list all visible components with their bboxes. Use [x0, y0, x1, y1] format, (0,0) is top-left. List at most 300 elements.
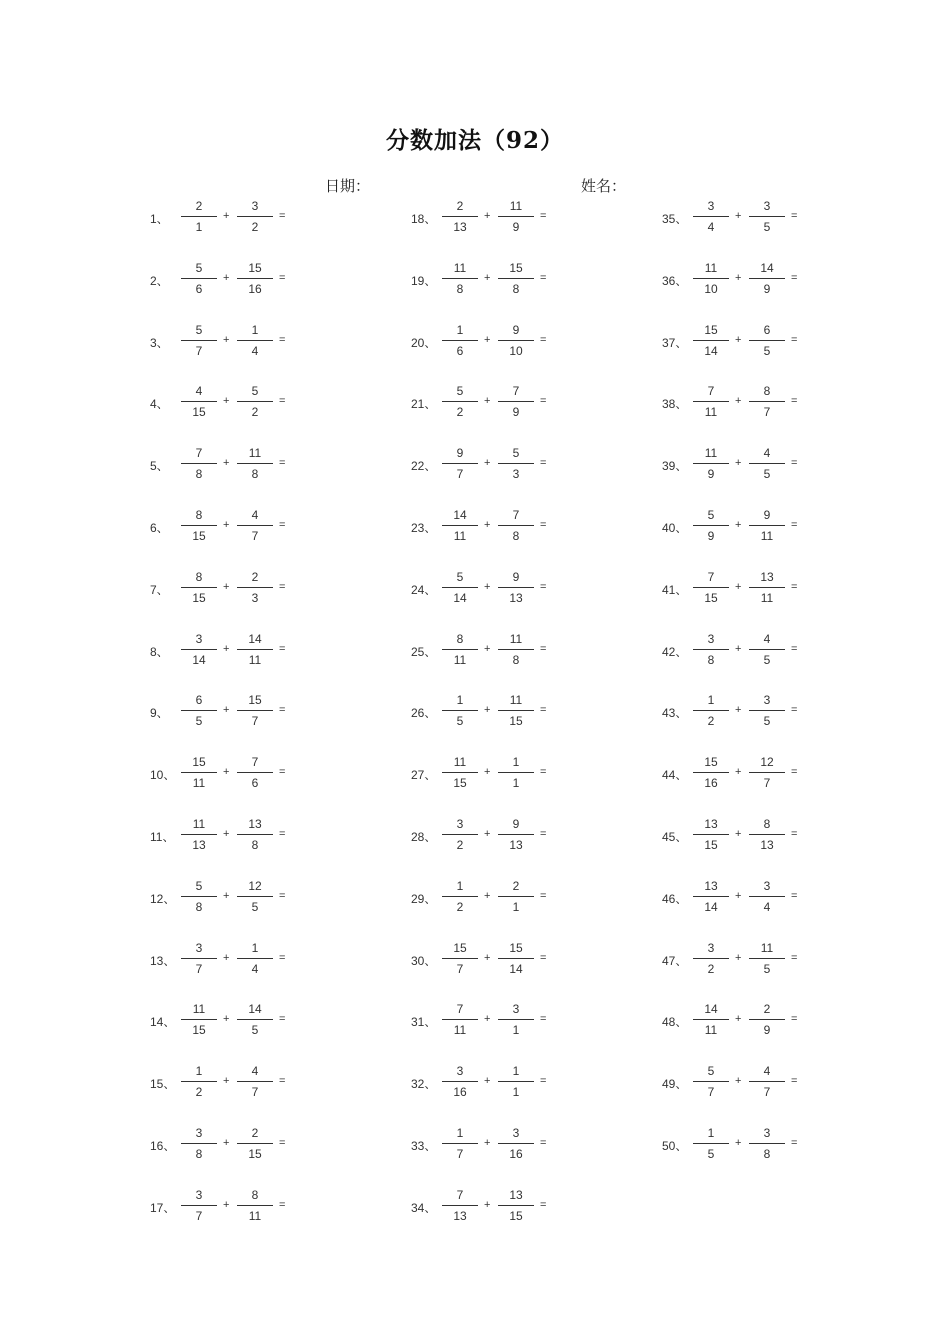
problem-number: 47、 — [662, 954, 688, 968]
equals-sign: = — [791, 704, 798, 716]
denominator: 6 — [456, 344, 464, 358]
denominator: 13 — [453, 220, 467, 234]
fraction-bar — [749, 710, 785, 711]
equals-sign: = — [791, 890, 798, 902]
problem-number: 25、 — [411, 645, 437, 659]
plus-sign: + — [484, 1137, 491, 1149]
denominator: 14 — [192, 653, 206, 667]
denominator: 15 — [509, 714, 523, 728]
equals-sign: = — [540, 334, 547, 346]
fraction-bar — [442, 1081, 478, 1082]
fraction-bar — [181, 772, 217, 773]
equals-sign: = — [791, 1137, 798, 1149]
second-fraction — [237, 445, 273, 483]
numerator: 7 — [512, 508, 520, 522]
denominator: 9 — [763, 1023, 771, 1037]
problem-item — [150, 445, 330, 485]
plus-sign: + — [735, 704, 742, 716]
first-fraction — [693, 445, 729, 483]
numerator: 15 — [248, 693, 262, 707]
first-fraction — [181, 692, 217, 730]
fraction-bar — [442, 525, 478, 526]
denominator: 11 — [453, 529, 467, 543]
first-fraction — [181, 878, 217, 916]
numerator: 6 — [195, 693, 203, 707]
second-fraction — [237, 631, 273, 669]
second-fraction — [749, 569, 785, 607]
denominator: 4 — [763, 900, 771, 914]
second-fraction — [498, 816, 534, 854]
problem-number: 14、 — [150, 1015, 176, 1029]
problem-item — [662, 1001, 842, 1041]
equals-sign: = — [791, 952, 798, 964]
problem-number: 6、 — [150, 521, 169, 535]
denominator: 2 — [707, 714, 715, 728]
first-fraction — [442, 569, 478, 607]
denominator: 2 — [251, 220, 259, 234]
fraction-bar — [237, 772, 273, 773]
fraction-bar — [237, 1081, 273, 1082]
equals-sign: = — [540, 272, 547, 284]
fraction-bar — [442, 710, 478, 711]
equals-sign: = — [279, 334, 286, 346]
first-fraction — [181, 260, 217, 298]
plus-sign: + — [223, 210, 230, 222]
denominator: 11 — [248, 1209, 262, 1223]
equals-sign: = — [791, 828, 798, 840]
denominator: 15 — [248, 1147, 262, 1161]
denominator: 13 — [509, 591, 523, 605]
fraction-bar — [693, 401, 729, 402]
plus-sign: + — [223, 766, 230, 778]
numerator: 1 — [251, 941, 259, 955]
fraction-bar — [442, 958, 478, 959]
second-fraction — [237, 260, 273, 298]
numerator: 3 — [456, 817, 464, 831]
fraction-bar — [498, 1205, 534, 1206]
denominator: 14 — [453, 591, 467, 605]
fraction-bar — [749, 525, 785, 526]
numerator: 5 — [707, 1064, 715, 1078]
first-fraction — [693, 692, 729, 730]
second-fraction — [498, 631, 534, 669]
numerator: 11 — [453, 755, 467, 769]
second-fraction — [498, 1063, 534, 1101]
fraction-bar — [498, 1019, 534, 1020]
fraction-bar — [693, 772, 729, 773]
problem-item — [150, 1187, 330, 1227]
numerator: 15 — [704, 755, 718, 769]
first-fraction — [693, 322, 729, 360]
numerator: 2 — [456, 199, 464, 213]
fraction-bar — [749, 834, 785, 835]
first-fraction — [442, 1187, 478, 1225]
problem-number: 35、 — [662, 212, 688, 226]
equals-sign: = — [791, 457, 798, 469]
denominator: 16 — [453, 1085, 467, 1099]
plus-sign: + — [735, 519, 742, 531]
problem-number: 21、 — [411, 397, 437, 411]
fraction-bar — [237, 278, 273, 279]
denominator: 7 — [456, 1147, 464, 1161]
fraction-bar — [442, 401, 478, 402]
fraction-bar — [181, 896, 217, 897]
fraction-bar — [498, 710, 534, 711]
equals-sign: = — [540, 457, 547, 469]
second-fraction — [498, 569, 534, 607]
problem-number: 28、 — [411, 830, 437, 844]
fraction-bar — [498, 587, 534, 588]
numerator: 1 — [456, 693, 464, 707]
second-fraction — [498, 445, 534, 483]
numerator: 7 — [707, 570, 715, 584]
problem-number: 40、 — [662, 521, 688, 535]
fraction-bar — [442, 896, 478, 897]
numerator: 13 — [704, 879, 718, 893]
denominator: 11 — [760, 591, 774, 605]
plus-sign: + — [223, 581, 230, 593]
first-fraction — [181, 1063, 217, 1101]
second-fraction — [749, 322, 785, 360]
problem-number: 29、 — [411, 892, 437, 906]
problem-number: 5、 — [150, 459, 169, 473]
numerator: 5 — [512, 446, 520, 460]
equals-sign: = — [279, 1013, 286, 1025]
numerator: 9 — [763, 508, 771, 522]
second-fraction — [498, 260, 534, 298]
second-fraction — [749, 1063, 785, 1101]
denominator: 7 — [763, 776, 771, 790]
problem-item — [662, 322, 842, 362]
plus-sign: + — [735, 1137, 742, 1149]
denominator: 8 — [512, 529, 520, 543]
equals-sign: = — [279, 766, 286, 778]
equals-sign: = — [540, 1013, 547, 1025]
plus-sign: + — [735, 643, 742, 655]
fraction-bar — [498, 463, 534, 464]
fraction-bar — [693, 958, 729, 959]
denominator: 4 — [707, 220, 715, 234]
fraction-bar — [749, 216, 785, 217]
second-fraction — [237, 1187, 273, 1225]
problem-number: 4、 — [150, 397, 169, 411]
numerator: 3 — [763, 879, 771, 893]
plus-sign: + — [735, 1013, 742, 1025]
numerator: 1 — [512, 755, 520, 769]
plus-sign: + — [484, 643, 491, 655]
problem-number: 2、 — [150, 274, 169, 288]
equals-sign: = — [279, 828, 286, 840]
problem-item — [662, 383, 842, 423]
numerator: 8 — [763, 817, 771, 831]
equals-sign: = — [540, 1075, 547, 1087]
problem-item — [662, 198, 842, 238]
numerator: 2 — [763, 1002, 771, 1016]
numerator: 11 — [248, 446, 262, 460]
first-fraction — [181, 1125, 217, 1163]
problem-number: 34、 — [411, 1201, 437, 1215]
second-fraction — [498, 940, 534, 978]
fraction-bar — [442, 340, 478, 341]
fraction-bar — [749, 958, 785, 959]
first-fraction — [442, 940, 478, 978]
denominator: 8 — [195, 900, 203, 914]
problem-number: 13、 — [150, 954, 176, 968]
denominator: 2 — [456, 838, 464, 852]
denominator: 2 — [707, 962, 715, 976]
equals-sign: = — [791, 272, 798, 284]
numerator: 14 — [453, 508, 467, 522]
fraction-bar — [693, 340, 729, 341]
fraction-bar — [181, 1019, 217, 1020]
numerator: 4 — [251, 508, 259, 522]
second-fraction — [749, 692, 785, 730]
denominator: 7 — [195, 1209, 203, 1223]
fraction-bar — [498, 1081, 534, 1082]
second-fraction — [237, 878, 273, 916]
denominator: 2 — [456, 900, 464, 914]
denominator: 1 — [195, 220, 203, 234]
problem-item — [411, 878, 591, 918]
first-fraction — [442, 507, 478, 545]
problem-number: 22、 — [411, 459, 437, 473]
denominator: 15 — [192, 529, 206, 543]
fraction-bar — [498, 340, 534, 341]
numerator: 7 — [512, 384, 520, 398]
fraction-bar — [181, 834, 217, 835]
numerator: 15 — [192, 755, 206, 769]
denominator: 13 — [509, 838, 523, 852]
denominator: 5 — [251, 900, 259, 914]
first-fraction — [181, 816, 217, 854]
denominator: 2 — [195, 1085, 203, 1099]
problem-item — [411, 1187, 591, 1227]
fraction-bar — [498, 834, 534, 835]
second-fraction — [237, 692, 273, 730]
first-fraction — [442, 260, 478, 298]
fraction-bar — [237, 1019, 273, 1020]
fraction-bar — [237, 1143, 273, 1144]
denominator: 14 — [509, 962, 523, 976]
first-fraction — [442, 383, 478, 421]
first-fraction — [693, 940, 729, 978]
problem-number: 50、 — [662, 1139, 688, 1153]
problem-number: 23、 — [411, 521, 437, 535]
denominator: 7 — [707, 1085, 715, 1099]
problem-item — [150, 754, 330, 794]
fraction-bar — [498, 896, 534, 897]
numerator: 12 — [248, 879, 262, 893]
equals-sign: = — [540, 704, 547, 716]
problem-item — [411, 1063, 591, 1103]
problem-number: 1、 — [150, 212, 169, 226]
second-fraction — [498, 198, 534, 236]
numerator: 9 — [512, 817, 520, 831]
fraction-bar — [237, 525, 273, 526]
numerator: 3 — [763, 1126, 771, 1140]
plus-sign: + — [223, 1199, 230, 1211]
numerator: 13 — [704, 817, 718, 831]
denominator: 11 — [248, 653, 262, 667]
denominator: 6 — [251, 776, 259, 790]
fraction-bar — [749, 463, 785, 464]
numerator: 11 — [509, 199, 523, 213]
first-fraction — [693, 198, 729, 236]
equals-sign: = — [540, 766, 547, 778]
first-fraction — [442, 1125, 478, 1163]
numerator: 1 — [512, 1064, 520, 1078]
second-fraction — [749, 1125, 785, 1163]
first-fraction — [442, 1001, 478, 1039]
fraction-bar — [442, 1143, 478, 1144]
first-fraction — [181, 383, 217, 421]
numerator: 2 — [512, 879, 520, 893]
fraction-bar — [693, 896, 729, 897]
numerator: 12 — [760, 755, 774, 769]
equals-sign: = — [791, 766, 798, 778]
problem-item — [411, 631, 591, 671]
fraction-bar — [181, 958, 217, 959]
numerator: 9 — [512, 570, 520, 584]
plus-sign: + — [484, 519, 491, 531]
denominator: 15 — [704, 838, 718, 852]
numerator: 3 — [512, 1126, 520, 1140]
second-fraction — [749, 445, 785, 483]
denominator: 11 — [760, 529, 774, 543]
fraction-bar — [442, 216, 478, 217]
denominator: 7 — [456, 962, 464, 976]
fraction-bar — [237, 958, 273, 959]
problem-number: 7、 — [150, 583, 169, 597]
equals-sign: = — [279, 272, 286, 284]
problem-item — [150, 507, 330, 547]
problem-item — [411, 940, 591, 980]
denominator: 8 — [512, 653, 520, 667]
plus-sign: + — [484, 581, 491, 593]
denominator: 11 — [192, 776, 206, 790]
plus-sign: + — [223, 457, 230, 469]
numerator: 8 — [251, 1188, 259, 1202]
numerator: 8 — [456, 632, 464, 646]
problem-number: 31、 — [411, 1015, 437, 1029]
first-fraction — [181, 322, 217, 360]
second-fraction — [237, 507, 273, 545]
denominator: 9 — [707, 467, 715, 481]
problem-number: 33、 — [411, 1139, 437, 1153]
problem-number: 43、 — [662, 706, 688, 720]
equals-sign: = — [279, 457, 286, 469]
second-fraction — [749, 631, 785, 669]
fraction-bar — [498, 1143, 534, 1144]
plus-sign: + — [735, 272, 742, 284]
plus-sign: + — [484, 828, 491, 840]
problem-item — [662, 816, 842, 856]
fraction-bar — [237, 1205, 273, 1206]
numerator: 1 — [195, 1064, 203, 1078]
fraction-bar — [237, 463, 273, 464]
page-title: 分数加法（92） — [385, 127, 564, 154]
equals-sign: = — [791, 395, 798, 407]
numerator: 3 — [251, 199, 259, 213]
denominator: 16 — [248, 282, 262, 296]
second-fraction — [498, 754, 534, 792]
denominator: 13 — [453, 1209, 467, 1223]
plus-sign: + — [484, 395, 491, 407]
second-fraction — [498, 507, 534, 545]
numerator: 1 — [456, 1126, 464, 1140]
numerator: 2 — [251, 1126, 259, 1140]
problem-number: 48、 — [662, 1015, 688, 1029]
first-fraction — [181, 198, 217, 236]
fraction-bar — [181, 463, 217, 464]
denominator: 3 — [251, 591, 259, 605]
numerator: 15 — [509, 941, 523, 955]
fraction-bar — [181, 710, 217, 711]
problem-number: 36、 — [662, 274, 688, 288]
denominator: 5 — [763, 220, 771, 234]
denominator: 5 — [456, 714, 464, 728]
first-fraction — [693, 569, 729, 607]
equals-sign: = — [791, 210, 798, 222]
first-fraction — [442, 878, 478, 916]
problem-item — [662, 260, 842, 300]
problem-item — [150, 940, 330, 980]
denominator: 9 — [512, 405, 520, 419]
problem-item — [150, 198, 330, 238]
numerator: 3 — [195, 1126, 203, 1140]
fraction-bar — [693, 463, 729, 464]
problem-number: 19、 — [411, 274, 437, 288]
problem-item — [662, 569, 842, 609]
problem-item — [662, 692, 842, 732]
plus-sign: + — [484, 890, 491, 902]
numerator: 1 — [707, 693, 715, 707]
equals-sign: = — [791, 519, 798, 531]
plus-sign: + — [735, 581, 742, 593]
equals-sign: = — [540, 395, 547, 407]
problem-number: 46、 — [662, 892, 688, 906]
first-fraction — [181, 1187, 217, 1225]
numerator: 13 — [760, 570, 774, 584]
first-fraction — [181, 569, 217, 607]
fraction-bar — [181, 1143, 217, 1144]
numerator: 1 — [707, 1126, 715, 1140]
numerator: 1 — [251, 323, 259, 337]
second-fraction — [749, 878, 785, 916]
second-fraction — [498, 692, 534, 730]
numerator: 11 — [704, 261, 718, 275]
fraction-bar — [181, 525, 217, 526]
problem-item — [662, 507, 842, 547]
fraction-bar — [237, 587, 273, 588]
equals-sign: = — [791, 334, 798, 346]
fraction-bar — [749, 772, 785, 773]
denominator: 16 — [509, 1147, 523, 1161]
equals-sign: = — [791, 1013, 798, 1025]
fraction-bar — [237, 710, 273, 711]
plus-sign: + — [484, 457, 491, 469]
denominator: 13 — [192, 838, 206, 852]
numerator: 11 — [509, 693, 523, 707]
plus-sign: + — [484, 1199, 491, 1211]
fraction-bar — [498, 772, 534, 773]
denominator: 11 — [704, 1023, 718, 1037]
denominator: 14 — [704, 900, 718, 914]
problem-number: 10、 — [150, 768, 176, 782]
denominator: 9 — [512, 220, 520, 234]
denominator: 11 — [453, 653, 467, 667]
numerator: 3 — [195, 632, 203, 646]
